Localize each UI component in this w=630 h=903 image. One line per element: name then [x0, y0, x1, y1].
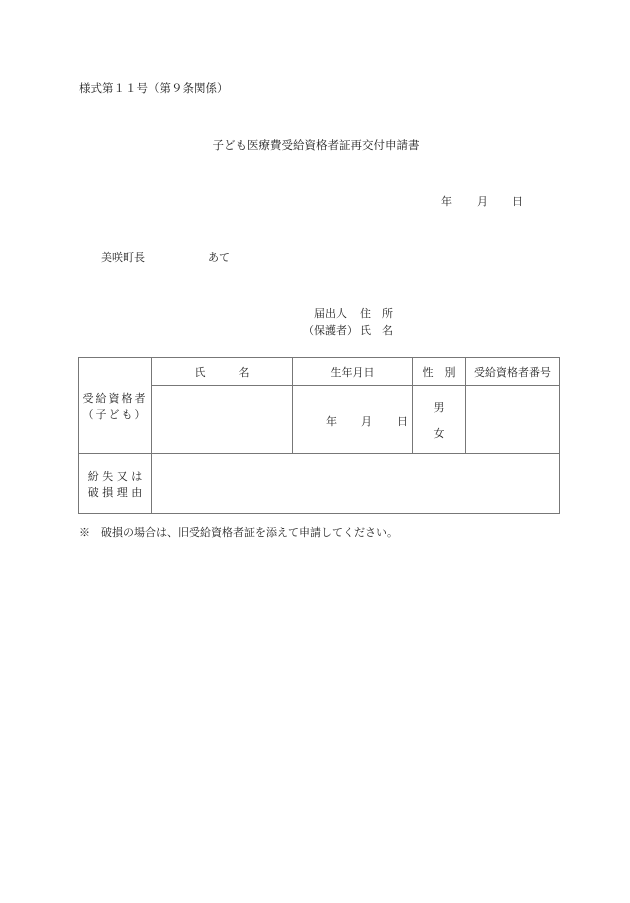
birthdate-field[interactable] — [293, 386, 413, 454]
reason-row-header — [79, 454, 152, 514]
column-header-birthdate: 生年月日 — [293, 358, 413, 386]
name-label: 氏 名 — [360, 324, 393, 337]
date-day-label: 日 — [512, 195, 523, 208]
application-table — [78, 357, 560, 514]
sex-option-female[interactable]: 女 — [433, 426, 445, 440]
applicant-label: 届出人 — [314, 307, 347, 320]
damage-note: ※ 破損の場合は、旧受給資格者証を添えて申請してください。 — [79, 526, 398, 539]
sex-option-male[interactable]: 男 — [433, 400, 445, 414]
addressee-name: 美咲町長 — [101, 251, 145, 264]
column-header-recipient-number: 受給資格者番号 — [466, 358, 560, 386]
form-number: 様式第１１号（第９条関係） — [79, 81, 229, 95]
column-header-name: 氏 名 — [152, 358, 293, 386]
date-year-label: 年 — [441, 195, 452, 208]
address-field[interactable] — [407, 305, 557, 319]
date-month-label: 月 — [477, 195, 488, 208]
birth-day-label: 日 — [397, 415, 408, 428]
child-name-field[interactable] — [152, 386, 293, 454]
guardian-label: （保護者） — [303, 324, 358, 337]
birth-year-label: 年 — [326, 415, 337, 428]
applicant-name-field[interactable] — [407, 322, 557, 336]
address-label: 住 所 — [360, 307, 393, 320]
sex-field — [413, 386, 466, 454]
birth-month-label: 月 — [361, 415, 372, 428]
recipient-row-header — [79, 358, 152, 454]
addressee-suffix: あて — [208, 251, 230, 264]
recipient-number-field[interactable] — [466, 386, 560, 454]
reason-field[interactable] — [152, 454, 560, 514]
column-header-sex: 性 別 — [413, 358, 466, 386]
recipient-header-line2: （子ども） — [82, 407, 148, 421]
reason-header-line2: 破 損 理 由 — [87, 485, 143, 499]
recipient-header-line1: 受給資格者 — [82, 391, 148, 405]
reason-header-line1: 紛 失 又 は — [87, 469, 143, 483]
document-title: 子ども医療費受給資格者証再交付申請書 — [212, 138, 420, 152]
